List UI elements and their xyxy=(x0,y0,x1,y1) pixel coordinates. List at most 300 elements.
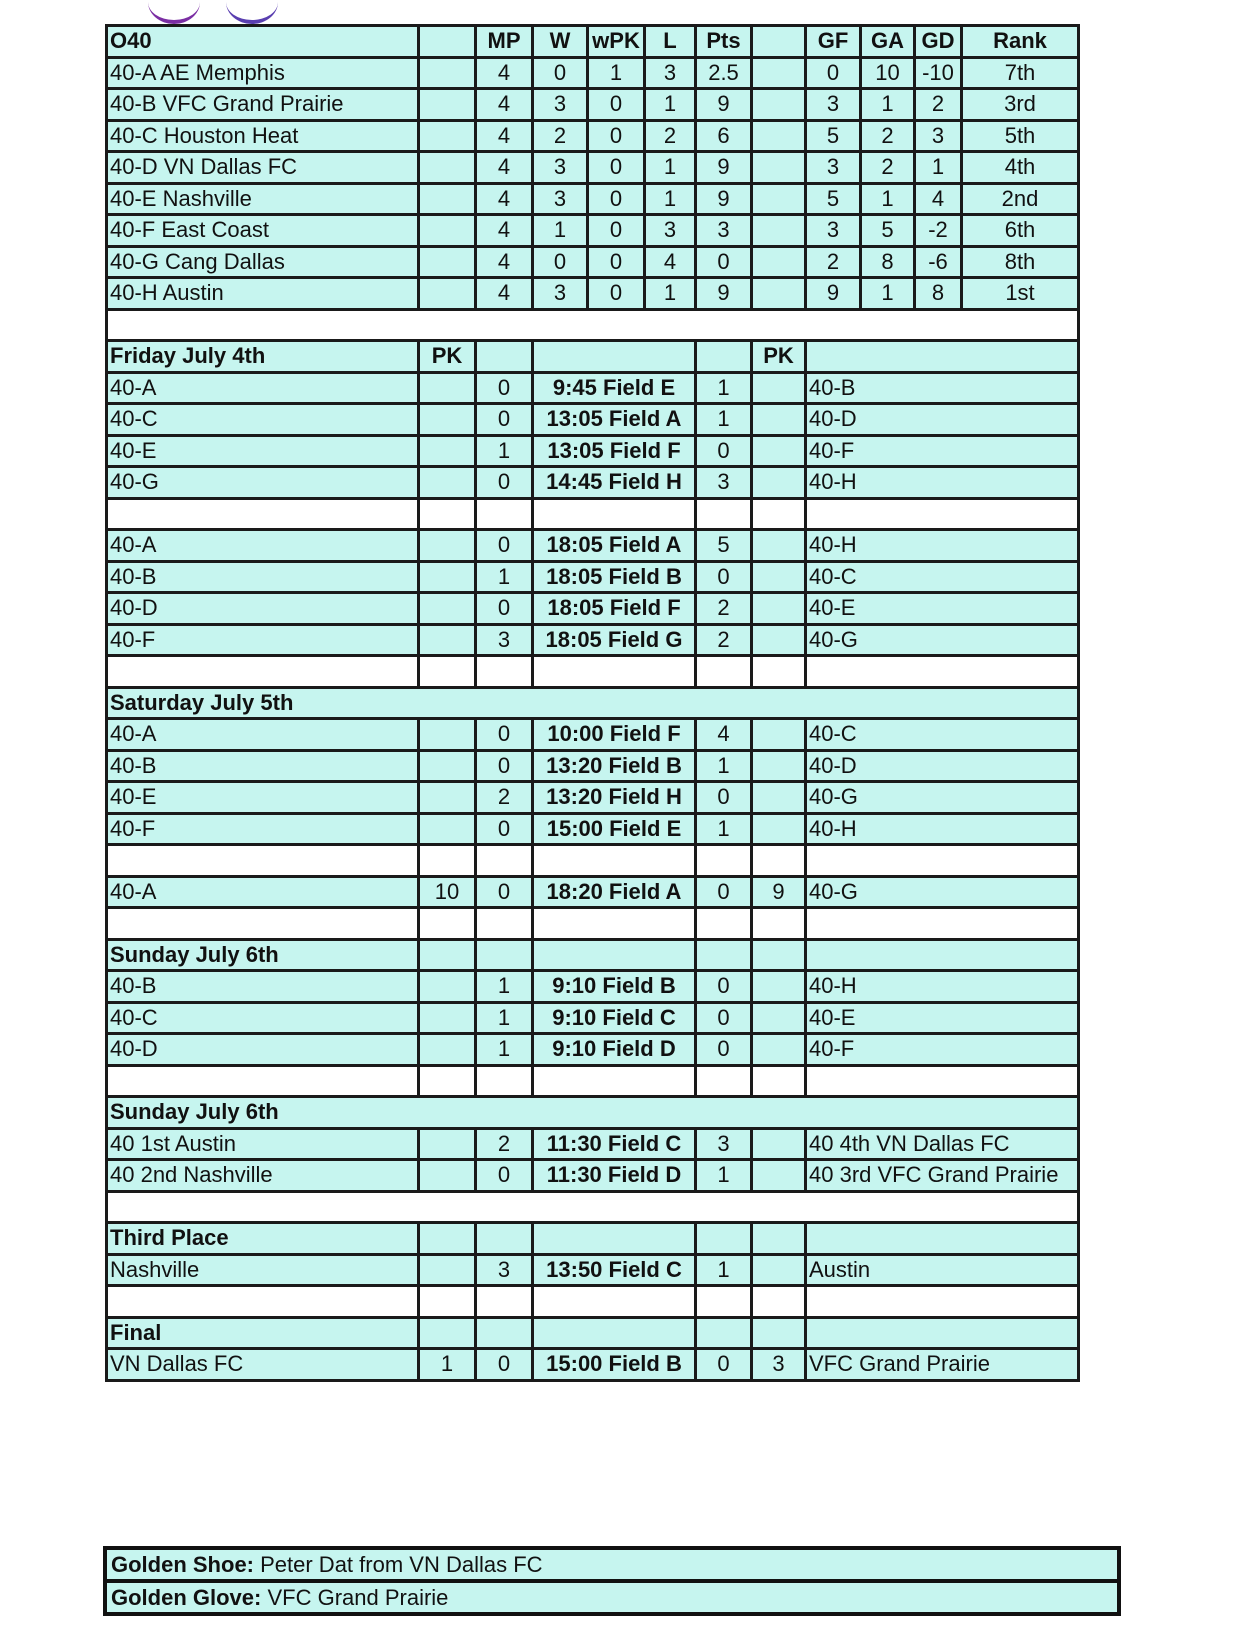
section-title: Sunday July 6th xyxy=(107,939,419,971)
penalty-cell xyxy=(419,782,476,814)
home-team-cell: 40-D xyxy=(107,593,419,625)
time-field-cell xyxy=(533,1223,696,1255)
score-cell xyxy=(476,498,533,530)
penalty-cell: PK xyxy=(419,341,476,373)
penalty-cell xyxy=(419,1317,476,1349)
penalty-cell xyxy=(419,1160,476,1192)
time-field-cell: 13:05 Field F xyxy=(533,435,696,467)
away-team-cell: 40-E xyxy=(806,593,1079,625)
standings-cell: 2 xyxy=(861,152,915,184)
away-team-cell xyxy=(806,939,1079,971)
match-row xyxy=(107,1002,1079,1034)
match-row xyxy=(107,1128,1079,1160)
score-cell xyxy=(476,1065,533,1097)
time-field-cell: 18:05 Field F xyxy=(533,593,696,625)
time-field-cell: 13:20 Field H xyxy=(533,782,696,814)
standings-cell: 2.5 xyxy=(696,57,752,89)
blank-row xyxy=(107,656,1079,688)
score-cell: 1 xyxy=(696,404,752,436)
standings-cell: 3 xyxy=(533,89,588,121)
penalty-cell xyxy=(419,372,476,404)
match-row xyxy=(107,593,1079,625)
home-team-cell: 40-D xyxy=(107,1034,419,1066)
time-field-cell xyxy=(533,656,696,688)
match-row xyxy=(107,404,1079,436)
section-header-row xyxy=(107,341,1079,373)
score-cell: 1 xyxy=(476,1034,533,1066)
score-cell: 0 xyxy=(476,372,533,404)
penalty-cell xyxy=(752,561,806,593)
away-team-cell xyxy=(806,908,1079,940)
standings-cell xyxy=(752,57,806,89)
standings-cell xyxy=(419,152,476,184)
match-row xyxy=(107,435,1079,467)
time-field-cell: 9:10 Field B xyxy=(533,971,696,1003)
penalty-cell xyxy=(419,939,476,971)
score-cell: 1 xyxy=(696,372,752,404)
standings-cell: 1 xyxy=(645,89,696,121)
time-field-cell xyxy=(533,1317,696,1349)
penalty-cell: 9 xyxy=(752,876,806,908)
score-cell: 0 xyxy=(476,750,533,782)
standings-header-cell: GF xyxy=(806,26,861,58)
team-name-cell: 40-B VFC Grand Prairie xyxy=(107,89,419,121)
standings-cell: 10 xyxy=(861,57,915,89)
score-cell xyxy=(696,1317,752,1349)
away-team-cell: 40-H xyxy=(806,530,1079,562)
score-cell: 3 xyxy=(696,467,752,499)
time-field-cell: 15:00 Field B xyxy=(533,1349,696,1381)
standings-cell: 0 xyxy=(806,57,861,89)
match-row xyxy=(107,1349,1079,1381)
away-team-cell: 40-B xyxy=(806,372,1079,404)
home-team-cell xyxy=(107,656,419,688)
standings-cell xyxy=(419,57,476,89)
penalty-cell xyxy=(752,939,806,971)
score-cell: 0 xyxy=(696,1034,752,1066)
standings-cell xyxy=(752,246,806,278)
away-team-cell: 40-G xyxy=(806,624,1079,656)
home-team-cell xyxy=(107,908,419,940)
standings-cell: 3 xyxy=(806,152,861,184)
standings-cell xyxy=(752,215,806,247)
time-field-cell xyxy=(533,341,696,373)
away-team-cell: 40-H xyxy=(806,813,1079,845)
time-field-cell: 15:00 Field E xyxy=(533,813,696,845)
home-team-cell: 40-C xyxy=(107,404,419,436)
penalty-cell xyxy=(419,1065,476,1097)
score-cell: 0 xyxy=(696,1349,752,1381)
spacer-row xyxy=(107,309,1079,341)
penalty-cell xyxy=(419,530,476,562)
away-team-cell: VFC Grand Prairie xyxy=(806,1349,1079,1381)
time-field-cell xyxy=(533,498,696,530)
standings-cell: 1 xyxy=(645,183,696,215)
away-team-cell: 40 4th VN Dallas FC xyxy=(806,1128,1079,1160)
standings-cell: 4 xyxy=(476,152,533,184)
standings-cell: 5 xyxy=(806,120,861,152)
time-field-cell xyxy=(533,1065,696,1097)
day-title: Saturday July 5th xyxy=(107,687,1079,719)
standings-cell: 9 xyxy=(696,278,752,310)
penalty-cell: 10 xyxy=(419,876,476,908)
standings-cell: 3 xyxy=(806,89,861,121)
standings-header-cell: wPK xyxy=(588,26,645,58)
penalty-cell xyxy=(752,782,806,814)
standings-cell: 0 xyxy=(588,215,645,247)
home-team-cell: 40-A xyxy=(107,876,419,908)
standings-cell: 3rd xyxy=(962,89,1079,121)
standings-cell: 6 xyxy=(696,120,752,152)
penalty-cell xyxy=(419,1223,476,1255)
penalty-cell xyxy=(752,813,806,845)
penalty-cell xyxy=(752,435,806,467)
match-row xyxy=(107,1034,1079,1066)
standings-cell: 4 xyxy=(476,246,533,278)
team-name-cell: 40-G Cang Dallas xyxy=(107,246,419,278)
standings-cell: 1 xyxy=(915,152,962,184)
match-row xyxy=(107,782,1079,814)
penalty-cell: 3 xyxy=(752,1349,806,1381)
standings-cell: 4 xyxy=(476,183,533,215)
standings-cell: 1 xyxy=(645,152,696,184)
standings-cell: 3 xyxy=(533,152,588,184)
standings-cell xyxy=(752,152,806,184)
penalty-cell xyxy=(752,1160,806,1192)
standings-cell: 2 xyxy=(533,120,588,152)
time-field-cell xyxy=(533,939,696,971)
standings-cell xyxy=(419,89,476,121)
standings-cell xyxy=(419,183,476,215)
away-team-cell: 40-C xyxy=(806,719,1079,751)
standings-cell: 0 xyxy=(588,152,645,184)
team-name-cell: 40-H Austin xyxy=(107,278,419,310)
time-field-cell: 10:00 Field F xyxy=(533,719,696,751)
penalty-cell xyxy=(419,624,476,656)
standings-cell xyxy=(419,215,476,247)
penalty-cell xyxy=(419,404,476,436)
standings-cell: 0 xyxy=(588,278,645,310)
time-field-cell: 13:05 Field A xyxy=(533,404,696,436)
standings-cell: 4 xyxy=(476,278,533,310)
penalty-cell xyxy=(419,593,476,625)
penalty-cell xyxy=(752,1034,806,1066)
score-cell: 0 xyxy=(476,404,533,436)
away-team-cell xyxy=(806,845,1079,877)
standings-header-cell: W xyxy=(533,26,588,58)
penalty-cell xyxy=(752,1286,806,1318)
score-cell xyxy=(476,845,533,877)
tournament-sheet xyxy=(105,24,1080,1382)
score-cell: 0 xyxy=(476,719,533,751)
standings-cell xyxy=(752,278,806,310)
standings-cell: 1 xyxy=(861,183,915,215)
penalty-cell xyxy=(419,1254,476,1286)
home-team-cell: 40 2nd Nashville xyxy=(107,1160,419,1192)
score-cell: 0 xyxy=(696,971,752,1003)
match-row xyxy=(107,561,1079,593)
home-team-cell: 40-A xyxy=(107,530,419,562)
penalty-cell xyxy=(419,498,476,530)
penalty-cell xyxy=(752,593,806,625)
score-cell: 0 xyxy=(476,467,533,499)
standings-cell: 4 xyxy=(476,57,533,89)
match-row xyxy=(107,530,1079,562)
home-team-cell: 40-E xyxy=(107,782,419,814)
home-team-cell: 40-A xyxy=(107,719,419,751)
home-team-cell: 40-B xyxy=(107,561,419,593)
score-cell xyxy=(696,656,752,688)
standings-cell: -2 xyxy=(915,215,962,247)
standings-header-cell: O40 xyxy=(107,26,419,58)
away-team-cell: 40-C xyxy=(806,561,1079,593)
time-field-cell: 11:30 Field C xyxy=(533,1128,696,1160)
away-team-cell: 40-D xyxy=(806,404,1079,436)
standings-cell: 2 xyxy=(861,120,915,152)
standings-cell xyxy=(752,183,806,215)
score-cell: 1 xyxy=(476,435,533,467)
penalty-cell xyxy=(752,624,806,656)
team-name-cell: 40-D VN Dallas FC xyxy=(107,152,419,184)
standings-header-cell xyxy=(419,26,476,58)
score-cell xyxy=(476,1317,533,1349)
time-field-cell: 18:05 Field A xyxy=(533,530,696,562)
home-team-cell: 40-E xyxy=(107,435,419,467)
score-cell xyxy=(696,1223,752,1255)
standings-cell: 9 xyxy=(696,89,752,121)
standings-cell: 3 xyxy=(533,278,588,310)
standings-cell: 9 xyxy=(696,152,752,184)
standings-header-cell: GD xyxy=(915,26,962,58)
time-field-cell: 9:10 Field D xyxy=(533,1034,696,1066)
day-title: Sunday July 6th xyxy=(107,1097,1079,1129)
score-cell: 3 xyxy=(696,1128,752,1160)
section-header-row xyxy=(107,1223,1079,1255)
score-cell: 0 xyxy=(696,1002,752,1034)
standings-cell: 7th xyxy=(962,57,1079,89)
standings-cell: 1 xyxy=(861,89,915,121)
standings-row xyxy=(107,278,1079,310)
away-team-cell xyxy=(806,1065,1079,1097)
section-title: Final xyxy=(107,1317,419,1349)
away-team-cell: 40 3rd VFC Grand Prairie xyxy=(806,1160,1079,1192)
award-label: Golden Glove: xyxy=(111,1584,262,1610)
standings-cell: 3 xyxy=(806,215,861,247)
score-cell xyxy=(696,845,752,877)
score-cell: 3 xyxy=(476,1254,533,1286)
home-team-cell: 40-B xyxy=(107,750,419,782)
score-cell: 1 xyxy=(476,1002,533,1034)
match-row xyxy=(107,750,1079,782)
home-team-cell: VN Dallas FC xyxy=(107,1349,419,1381)
standings-cell: 5th xyxy=(962,120,1079,152)
time-field-cell: 18:05 Field B xyxy=(533,561,696,593)
standings-cell xyxy=(419,120,476,152)
award-label: Golden Shoe: xyxy=(111,1551,254,1577)
section-header-row xyxy=(107,939,1079,971)
away-team-cell: 40-G xyxy=(806,782,1079,814)
home-team-cell: 40-G xyxy=(107,467,419,499)
time-field-cell: 18:05 Field G xyxy=(533,624,696,656)
score-cell: 0 xyxy=(476,876,533,908)
standings-cell: 2 xyxy=(645,120,696,152)
spacer-row xyxy=(107,1191,1079,1223)
penalty-cell xyxy=(419,435,476,467)
standings-cell: 3 xyxy=(696,215,752,247)
home-team-cell xyxy=(107,1065,419,1097)
score-cell: 0 xyxy=(696,561,752,593)
home-team-cell xyxy=(107,845,419,877)
penalty-cell: PK xyxy=(752,341,806,373)
awards-box xyxy=(103,1546,1121,1616)
score-cell: 1 xyxy=(696,1254,752,1286)
score-cell: 0 xyxy=(476,1160,533,1192)
day-header-row xyxy=(107,1097,1079,1129)
standings-cell: 8 xyxy=(861,246,915,278)
away-team-cell xyxy=(806,656,1079,688)
home-team-cell: Nashville xyxy=(107,1254,419,1286)
time-field-cell: 13:50 Field C xyxy=(533,1254,696,1286)
time-field-cell: 9:45 Field E xyxy=(533,372,696,404)
away-team-cell: 40-H xyxy=(806,971,1079,1003)
standings-header-cell: Rank xyxy=(962,26,1079,58)
score-cell: 1 xyxy=(696,750,752,782)
standings-cell: 0 xyxy=(588,120,645,152)
home-team-cell: 40-B xyxy=(107,971,419,1003)
standings-cell: 8 xyxy=(915,278,962,310)
section-title: Third Place xyxy=(107,1223,419,1255)
score-cell: 0 xyxy=(696,876,752,908)
award-cell xyxy=(105,1581,1119,1614)
score-cell: 2 xyxy=(696,593,752,625)
standings-cell: 1 xyxy=(533,215,588,247)
away-team-cell: 40-G xyxy=(806,876,1079,908)
standings-cell xyxy=(419,278,476,310)
match-row xyxy=(107,813,1079,845)
penalty-cell xyxy=(752,1065,806,1097)
standings-cell: 1 xyxy=(861,278,915,310)
standings-cell: 2nd xyxy=(962,183,1079,215)
time-field-cell xyxy=(533,908,696,940)
home-team-cell xyxy=(107,1286,419,1318)
standings-cell: 1 xyxy=(588,57,645,89)
match-row xyxy=(107,719,1079,751)
match-row xyxy=(107,372,1079,404)
away-team-cell: Austin xyxy=(806,1254,1079,1286)
standings-cell: 3 xyxy=(533,183,588,215)
score-cell: 3 xyxy=(476,624,533,656)
score-cell: 4 xyxy=(696,719,752,751)
match-row xyxy=(107,624,1079,656)
penalty-cell xyxy=(752,656,806,688)
match-row xyxy=(107,1254,1079,1286)
penalty-cell xyxy=(419,845,476,877)
penalty-cell xyxy=(752,1223,806,1255)
score-cell xyxy=(696,498,752,530)
home-team-cell: 40-F xyxy=(107,624,419,656)
standings-cell: 3 xyxy=(645,215,696,247)
penalty-cell xyxy=(419,971,476,1003)
away-team-cell: 40-H xyxy=(806,467,1079,499)
score-cell xyxy=(696,1065,752,1097)
penalty-cell xyxy=(419,1002,476,1034)
penalty-cell xyxy=(419,656,476,688)
penalty-cell xyxy=(419,750,476,782)
score-cell: 0 xyxy=(696,782,752,814)
spacer-cell xyxy=(107,309,1079,341)
score-cell: 0 xyxy=(476,593,533,625)
penalty-cell xyxy=(419,813,476,845)
award-value: Peter Dat from VN Dallas FC xyxy=(254,1551,543,1577)
penalty-cell xyxy=(752,719,806,751)
standings-cell: 4 xyxy=(915,183,962,215)
score-cell: 5 xyxy=(696,530,752,562)
standings-cell: 0 xyxy=(696,246,752,278)
away-team-cell: 40-F xyxy=(806,1034,1079,1066)
award-row xyxy=(105,1581,1119,1614)
standings-cell: 8th xyxy=(962,246,1079,278)
header-logos xyxy=(138,0,298,24)
penalty-cell xyxy=(752,845,806,877)
away-team-cell: 40-E xyxy=(806,1002,1079,1034)
score-cell xyxy=(696,1286,752,1318)
penalty-cell xyxy=(752,1002,806,1034)
standings-row xyxy=(107,89,1079,121)
standings-cell xyxy=(752,120,806,152)
away-team-cell xyxy=(806,498,1079,530)
standings-cell: 0 xyxy=(533,246,588,278)
time-field-cell xyxy=(533,845,696,877)
standings-row xyxy=(107,152,1079,184)
score-cell xyxy=(476,939,533,971)
score-cell xyxy=(476,656,533,688)
section-title: Friday July 4th xyxy=(107,341,419,373)
team-name-cell: 40-F East Coast xyxy=(107,215,419,247)
standings-header-cell xyxy=(752,26,806,58)
score-cell xyxy=(476,908,533,940)
standings-cell: 9 xyxy=(806,278,861,310)
standings-cell xyxy=(752,89,806,121)
penalty-cell xyxy=(752,530,806,562)
standings-cell: 3 xyxy=(915,120,962,152)
blank-row xyxy=(107,845,1079,877)
section-header-row xyxy=(107,1317,1079,1349)
score-cell xyxy=(476,1223,533,1255)
standings-row xyxy=(107,246,1079,278)
team-name-cell: 40-E Nashville xyxy=(107,183,419,215)
penalty-cell xyxy=(419,467,476,499)
standings-cell: -6 xyxy=(915,246,962,278)
standings-row xyxy=(107,215,1079,247)
time-field-cell: 13:20 Field B xyxy=(533,750,696,782)
penalty-cell xyxy=(419,1286,476,1318)
penalty-cell xyxy=(419,1034,476,1066)
standings-cell: 1st xyxy=(962,278,1079,310)
home-team-cell: 40-C xyxy=(107,1002,419,1034)
logo-left-icon xyxy=(148,0,200,24)
time-field-cell xyxy=(533,1286,696,1318)
score-cell: 2 xyxy=(476,782,533,814)
standings-cell: 5 xyxy=(806,183,861,215)
standings-row xyxy=(107,120,1079,152)
penalty-cell: 1 xyxy=(419,1349,476,1381)
score-cell: 1 xyxy=(696,813,752,845)
penalty-cell xyxy=(752,908,806,940)
blank-row xyxy=(107,1286,1079,1318)
blank-row xyxy=(107,1065,1079,1097)
standings-cell: 4 xyxy=(645,246,696,278)
penalty-cell xyxy=(752,750,806,782)
